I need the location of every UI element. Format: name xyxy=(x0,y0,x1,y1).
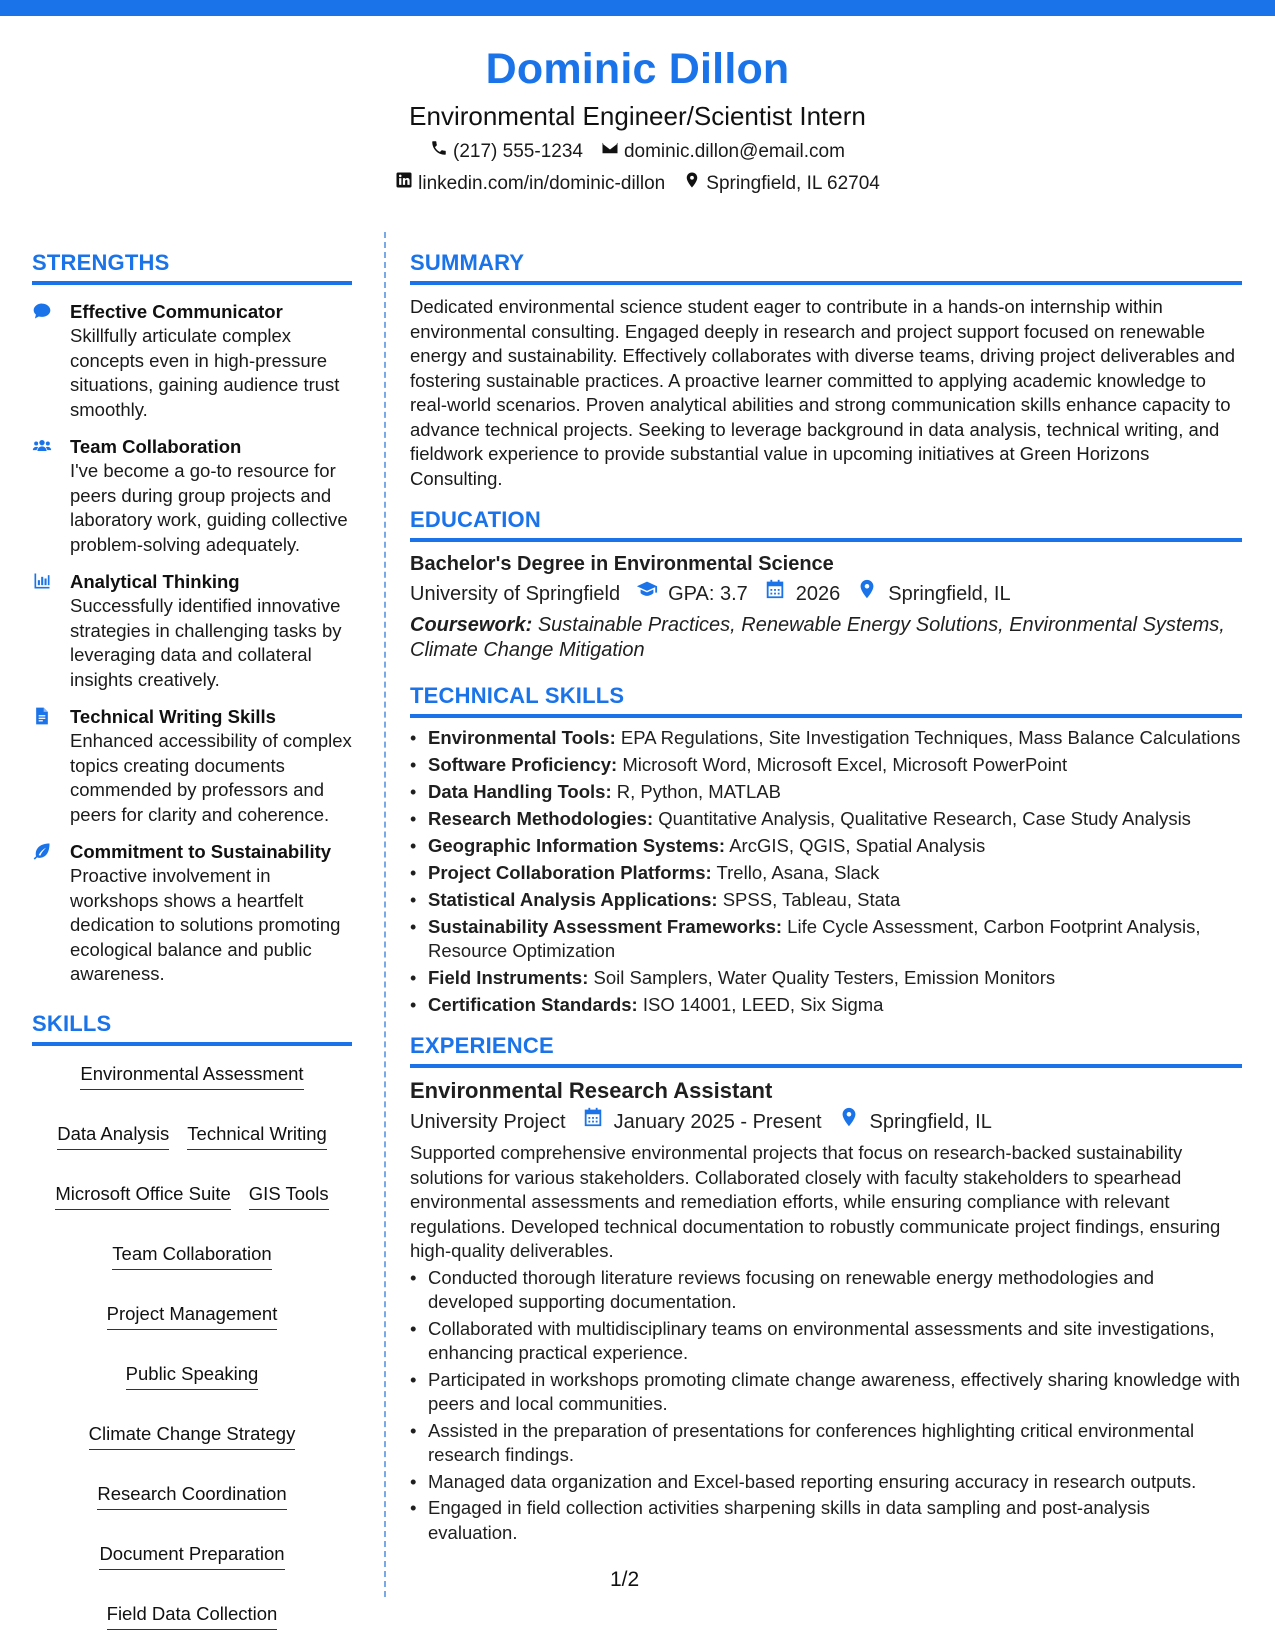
strength-title: Effective Communicator xyxy=(70,301,283,322)
skill-tag: Climate Change Strategy xyxy=(89,1422,296,1450)
list-item xyxy=(410,780,1242,804)
location-contact xyxy=(683,170,880,198)
list-item xyxy=(410,726,1242,750)
leaf-icon xyxy=(32,839,56,987)
experience-description: Supported comprehensive environmental projects that focus on research-backed sustainability solutions for various stakeholders. Collaborated closely with faculty stakeholders to spearhead environmental assessments and remediation efforts, while ensuring compliance with relevant regulations. Developed technical documentation to robustly communicate project findings, ensuring high-quality deliverables. xyxy=(410,1142,1221,1261)
strength-desc: Skillfully articulate complex concepts even in high-pressure situations, gaining audience trust smoothly. xyxy=(70,325,340,420)
skill-category: Research Methodologies: xyxy=(428,808,654,829)
skill-values: Trello, Asana, Slack xyxy=(716,862,880,883)
list-item xyxy=(410,966,1242,990)
skill-values: Quantitative Analysis, Qualitative Research, Case Study Analysis xyxy=(658,808,1191,829)
linkedin-contact[interactable] xyxy=(395,170,665,198)
skill-category: Software Proficiency: xyxy=(428,754,618,775)
list-item xyxy=(410,861,1242,885)
left-column xyxy=(32,248,352,1630)
summary-text: Dedicated environmental science student eager to contribute in a hands-on internship within environmental consulting. Engaged deeply in research and project support focused on renewable energy and sustainability. Effectively collaborates with diverse teams, driving project deliverables and fostering sustainable practices. A proactive learner committed to applying academic knowledge to real-world scenarios. Proven analytical abilities and strong communication skills enhance capacity to advance technical projects. Seeking to leverage background in data analysis, technical writing, and fieldwork experience to provide substantial value in upcoming initiatives at Green Horizons Consulting. xyxy=(410,296,1236,489)
graduation-cap-icon xyxy=(636,578,658,609)
document-icon xyxy=(32,704,56,827)
email-contact[interactable] xyxy=(601,138,845,166)
contact-row-2 xyxy=(0,170,1275,198)
users-icon xyxy=(32,434,56,557)
phone-text: (217) 555-1234 xyxy=(453,141,583,162)
strength-item xyxy=(32,434,352,557)
coursework-label: Coursework: xyxy=(410,614,533,636)
column-divider xyxy=(384,232,386,1597)
skill-tag: GIS Tools xyxy=(249,1182,329,1210)
skill-values: SPSS, Tableau, Stata xyxy=(722,889,901,910)
calendar-icon xyxy=(764,578,786,609)
list-item xyxy=(410,993,1242,1017)
skill-tag: Document Preparation xyxy=(99,1542,284,1570)
list-item: • Participated in workshops promoting climate change awareness, effectively sharing knowledge with peers and local communities. xyxy=(410,1368,1242,1417)
list-item: • Collaborated with multidisciplinary teams on environmental assessments and site investigations, enhancing practical experience. xyxy=(410,1317,1242,1366)
list-item xyxy=(410,753,1242,777)
skill-tag: Microsoft Office Suite xyxy=(55,1182,230,1210)
skill-values: EPA Regulations, Site Investigation Techniques, Mass Balance Calculations xyxy=(620,727,1241,748)
education-details xyxy=(410,578,1242,609)
summary-heading: SUMMARY xyxy=(410,248,1242,285)
envelope-icon xyxy=(601,138,619,166)
location-text: Springfield, IL 62704 xyxy=(706,173,880,194)
strength-desc: Enhanced accessibility of complex topics creating documents commended by professors and peers for clarity and coherence. xyxy=(70,730,352,825)
strength-title: Commitment to Sustainability xyxy=(70,841,332,862)
skill-tag: Team Collaboration xyxy=(112,1242,271,1270)
skill-tag: Data Analysis xyxy=(57,1122,169,1150)
experience-location: Springfield, IL xyxy=(869,1110,992,1133)
experience-bullets xyxy=(410,1266,1242,1546)
candidate-name: Dominic Dillon xyxy=(485,45,790,93)
skill-tag: Project Management xyxy=(107,1302,278,1330)
resume-header xyxy=(0,40,1275,198)
list-item xyxy=(410,888,1242,912)
bar-chart-icon xyxy=(32,569,56,692)
strength-desc: I've become a go-to resource for peers during group projects and laboratory work, guiding collective problem-solving adequately. xyxy=(70,460,348,555)
strength-item xyxy=(32,839,352,987)
job-title: Environmental Research Assistant xyxy=(410,1078,773,1103)
skill-values: Microsoft Word, Microsoft Excel, Microsoft PowerPoint xyxy=(622,754,1068,775)
strengths-list xyxy=(32,299,352,987)
school-name: University of Springfield xyxy=(410,582,621,605)
skill-tag: Technical Writing xyxy=(187,1122,327,1150)
skill-category: Field Instruments: xyxy=(428,967,589,988)
list-item: • Managed data organization and Excel-based reporting ensuring accuracy in research outputs. xyxy=(410,1470,1242,1495)
contact-row-1 xyxy=(0,138,1275,166)
strengths-heading: STRENGTHS xyxy=(32,248,352,285)
list-item xyxy=(410,807,1242,831)
skill-values: ISO 14001, LEED, Six Sigma xyxy=(642,994,884,1015)
candidate-title: Environmental Engineer/Scientist Intern xyxy=(409,101,866,131)
graduation-year: 2026 xyxy=(795,582,841,605)
degree-title: Bachelor's Degree in Environmental Science xyxy=(410,553,834,575)
technical-skills-heading: TECHNICAL SKILLS xyxy=(410,681,1242,718)
skill-category: Project Collaboration Platforms: xyxy=(428,862,712,883)
skill-category: Environmental Tools: xyxy=(428,727,616,748)
experience-details xyxy=(410,1106,1242,1137)
skill-values: Soil Samplers, Water Quality Testers, Emission Monitors xyxy=(593,967,1056,988)
skill-category: Sustainability Assessment Frameworks: xyxy=(428,916,783,937)
skill-category: Certification Standards: xyxy=(428,994,638,1015)
strength-item xyxy=(32,299,352,422)
coursework xyxy=(410,613,1242,663)
skills-heading: SKILLS xyxy=(32,1009,352,1046)
phone-icon xyxy=(430,138,448,166)
skill-category: Geographic Information Systems: xyxy=(428,835,726,856)
calendar-icon xyxy=(582,1106,604,1137)
skill-values: R, Python, MATLAB xyxy=(616,781,781,802)
skill-tag: Field Data Collection xyxy=(107,1602,278,1630)
strength-item xyxy=(32,569,352,692)
skill-category: Data Handling Tools: xyxy=(428,781,612,802)
strength-title: Technical Writing Skills xyxy=(70,706,276,727)
strength-desc: Successfully identified innovative strategies in challenging tasks by leveraging data and collateral insights creatively. xyxy=(70,595,342,690)
education-heading: EDUCATION xyxy=(410,505,1242,542)
coursework-text: Sustainable Practices, Renewable Energy Solutions, Environmental Systems, Climate Change Mitigation xyxy=(410,614,1225,661)
experience-dates: January 2025 - Present xyxy=(613,1110,822,1133)
map-pin-icon xyxy=(683,170,701,198)
education-location: Springfield, IL xyxy=(888,582,1011,605)
list-item: • Assisted in the preparation of presentations for conferences highlighting critical environmental research findings. xyxy=(410,1419,1242,1468)
linkedin-icon xyxy=(395,170,413,198)
skill-tag: Public Speaking xyxy=(126,1362,259,1390)
skill-values: Life Cycle Assessment, Carbon Footprint Analysis, Resource Optimization xyxy=(428,916,1201,961)
technical-skills-list xyxy=(410,726,1242,1017)
list-item: • Engaged in field collection activities sharpening skills in data sampling and post-analysis evaluation. xyxy=(410,1496,1242,1545)
map-pin-icon xyxy=(856,578,878,609)
organization-name: University Project xyxy=(410,1110,566,1133)
right-column xyxy=(410,248,1242,1547)
phone-contact[interactable] xyxy=(430,138,583,166)
skill-category: Statistical Analysis Applications: xyxy=(428,889,718,910)
gpa-text: GPA: 3.7 xyxy=(668,582,748,605)
skills-list xyxy=(32,1062,352,1630)
skill-tag: Environmental Assessment xyxy=(80,1062,303,1090)
strength-item xyxy=(32,704,352,827)
speech-bubble-icon xyxy=(32,299,56,422)
skill-tag: Research Coordination xyxy=(97,1482,286,1510)
strength-title: Analytical Thinking xyxy=(70,571,240,592)
strength-desc: Proactive involvement in workshops shows a heartfelt dedication to solutions promoting ecological balance and public awareness. xyxy=(70,865,341,984)
map-pin-icon xyxy=(838,1106,860,1137)
skill-values: ArcGIS, QGIS, Spatial Analysis xyxy=(729,835,986,856)
list-item xyxy=(410,915,1242,963)
page-number: 1/2 xyxy=(610,1568,640,1591)
email-text: dominic.dillon@email.com xyxy=(623,141,845,162)
strength-title: Team Collaboration xyxy=(70,436,242,457)
linkedin-text: linkedin.com/in/dominic-dillon xyxy=(418,173,666,194)
list-item xyxy=(410,834,1242,858)
experience-heading: EXPERIENCE xyxy=(410,1031,1242,1068)
top-accent-bar xyxy=(0,0,1275,16)
list-item: • Conducted thorough literature reviews focusing on renewable energy methodologies and developed supporting documentation. xyxy=(410,1266,1242,1315)
